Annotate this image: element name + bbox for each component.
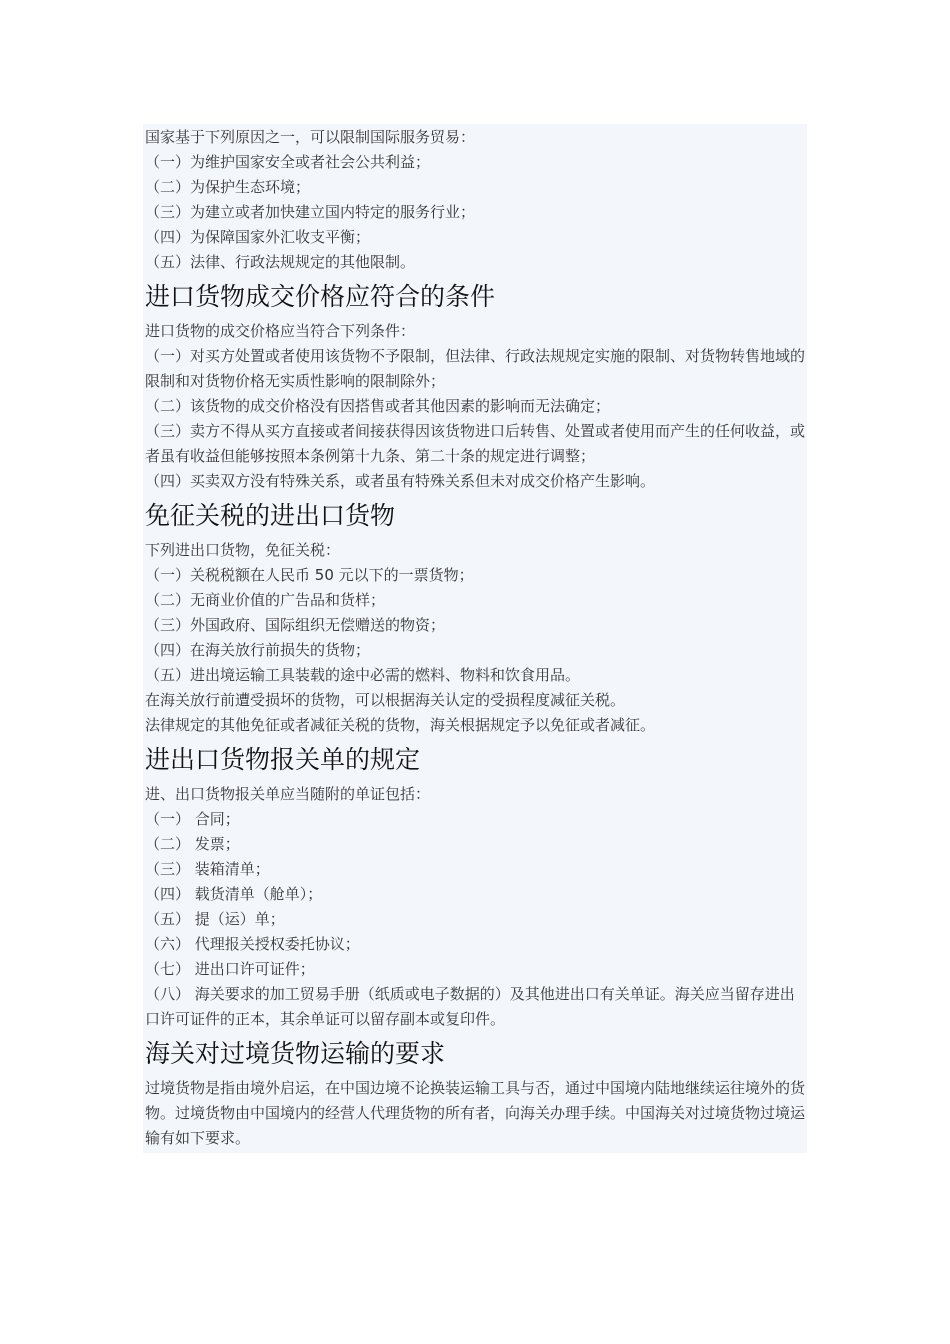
document-body	[143, 124, 807, 1153]
section-intro: 下列进出口货物，免征关税：	[145, 541, 341, 559]
list-item: （一） 合同；	[145, 810, 240, 828]
list-item: （一）为维护国家安全或者社会公共利益；	[145, 153, 431, 171]
list-item: （六） 代理报关授权委托协议；	[145, 935, 360, 953]
section-2	[145, 275, 807, 494]
section-5	[145, 1032, 807, 1151]
list-item: （二） 发票；	[145, 835, 240, 853]
list-item: （五）法律、行政法规规定的其他限制。	[145, 253, 416, 271]
list-item: （四）为保障国家外汇收支平衡；	[145, 228, 371, 246]
section-heading: 进出口货物报关单的规定	[145, 745, 421, 774]
list-item: （二）该货物的成交价格没有因搭售或者其他因素的影响而无法确定；	[145, 397, 611, 415]
list-item: （二）为保护生态环境；	[145, 178, 311, 196]
section-heading: 免征关税的进出口货物	[145, 501, 396, 530]
list-item: （二）无商业价值的广告品和货样；	[145, 591, 386, 609]
list-item: （八） 海关要求的加工贸易手册（纸质或电子数据的）及其他进出口有关单证。海关应当留存进出口许可证件的正本，其余单证可以留存副本或复印件。	[145, 985, 795, 1028]
list-item: （七） 进出口许可证件；	[145, 960, 315, 978]
section-note: 在海关放行前遭受损坏的货物，可以根据海关认定的受损程度减征关税。	[145, 691, 626, 709]
list-item: （一）对买方处置或者使用该货物不予限制，但法律、行政法规规定实施的限制、对货物转售地域的限制和对货物价格无实质性影响的限制除外；	[145, 347, 806, 390]
section-1	[145, 125, 807, 275]
section-4	[145, 738, 807, 1032]
list-item: （三）卖方不得从买方直接或者间接获得因该货物进口后转售、处置或者使用而产生的任何收益，或者虽有收益但能够按照本条例第十九条、第二十条的规定进行调整；	[145, 422, 806, 465]
section-intro: 进、出口货物报关单应当随附的单证包括：	[145, 785, 431, 803]
section-note: 法律规定的其他免征或者减征关税的货物，海关根据规定予以免征或者减征。	[145, 716, 656, 734]
list-item: （四）在海关放行前损失的货物；	[145, 641, 371, 659]
list-item: （四）买卖双方没有特殊关系，或者虽有特殊关系但未对成交价格产生影响。	[145, 472, 656, 490]
section-3	[145, 494, 807, 738]
list-item: （三）外国政府、国际组织无偿赠送的物资；	[145, 616, 446, 634]
section-intro: 国家基于下列原因之一，可以限制国际服务贸易：	[145, 128, 476, 146]
list-item: （四） 载货清单（舱单）；	[145, 885, 323, 903]
list-item: （三）为建立或者加快建立国内特定的服务行业；	[145, 203, 476, 221]
section-heading: 进口货物成交价格应符合的条件	[145, 282, 496, 311]
list-item: （五） 提（运）单；	[145, 910, 285, 928]
list-item: （一）关税税额在人民币 50 元以下的一票货物；	[145, 566, 474, 584]
section-intro: 进口货物的成交价格应当符合下列条件：	[145, 322, 416, 340]
list-item: （五）进出境运输工具装载的途中必需的燃料、物料和饮食用品。	[145, 666, 581, 684]
section-heading: 海关对过境货物运输的要求	[145, 1039, 446, 1068]
section-intro: 过境货物是指由境外启运，在中国边境不论换装运输工具与否，通过中国境内陆地继续运往境外的货物。过境货物由中国境内的经营人代理货物的所有者，向海关办理手续。中国海关对过境货物过境运输有如下要求。	[145, 1079, 806, 1147]
list-item: （三） 装箱清单；	[145, 860, 270, 878]
